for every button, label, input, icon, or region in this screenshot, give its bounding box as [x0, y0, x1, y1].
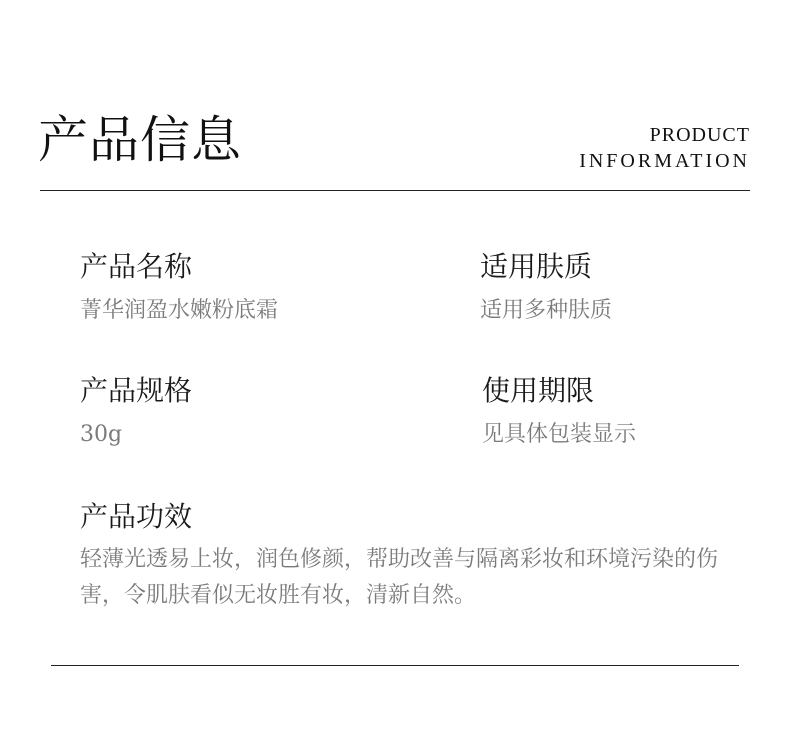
- product-name-value: 菁华润盈水嫩粉底霜: [80, 298, 279, 323]
- effect-description: 轻薄光透易上妆，润色修颜，帮助改善与隔离彩妆和环境污染的伤害，令肌肤看似无妆胜有妆，清新自然。: [80, 547, 719, 608]
- skin-type-label: 适用肤质: [480, 250, 593, 283]
- expiry-item: [482, 374, 636, 450]
- spec-item: [80, 374, 192, 450]
- product-name-label: 产品名称: [80, 250, 193, 283]
- english-heading-line1: PRODUCT: [649, 124, 750, 146]
- effect-label: 产品功效: [80, 500, 193, 533]
- expiry-label: 使用期限: [482, 374, 595, 407]
- top-divider: [40, 190, 750, 191]
- bottom-divider: [51, 665, 739, 666]
- product-name-item: [80, 250, 278, 326]
- expiry-value: 见具体包装显示: [482, 422, 637, 447]
- spec-label: 产品规格: [80, 374, 193, 407]
- spec-value: 30g: [80, 422, 123, 447]
- skin-type-item: [480, 250, 612, 326]
- effect-item: [80, 500, 740, 614]
- english-heading-line2: INFORMATION: [579, 150, 750, 172]
- english-heading: [579, 122, 750, 174]
- page-title: 产品信息: [38, 111, 242, 169]
- skin-type-value: 适用多种肤质: [480, 298, 613, 323]
